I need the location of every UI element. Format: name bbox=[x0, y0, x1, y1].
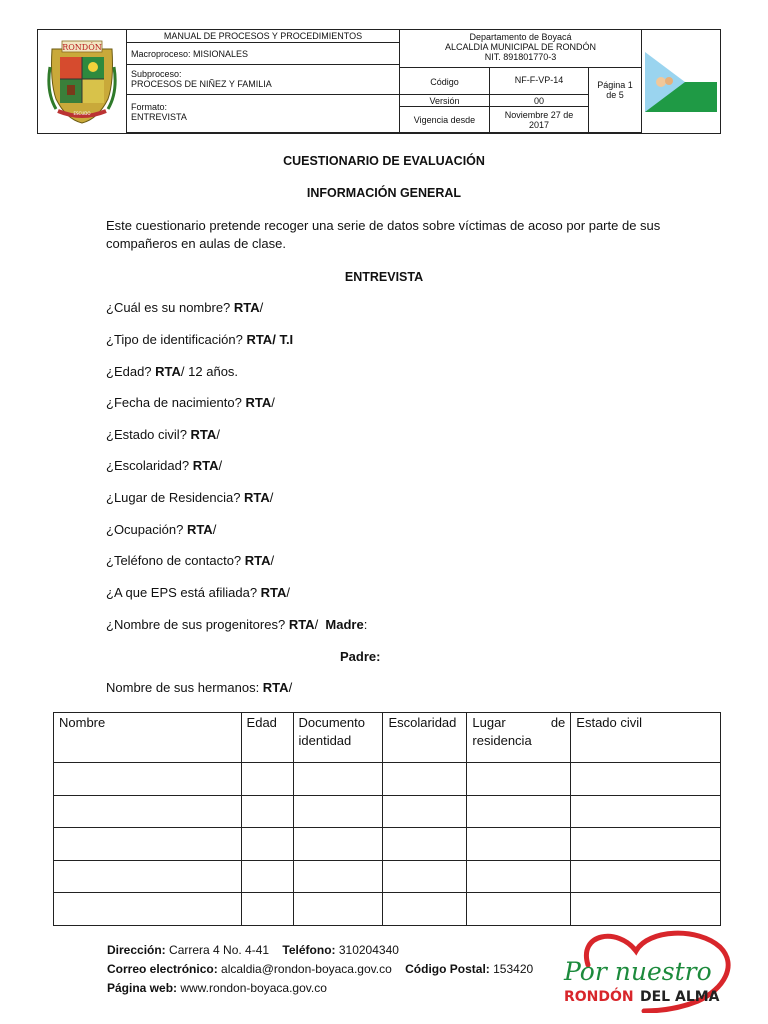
question-text: ¿A que EPS está afiliada? bbox=[106, 585, 261, 600]
table-cell[interactable] bbox=[54, 828, 242, 861]
postal-value: 153420 bbox=[489, 962, 534, 976]
manual-title: MANUAL DE PROCESOS Y PROCEDIMIENTOS bbox=[127, 30, 400, 43]
subproceso-label: Subproceso: bbox=[131, 69, 182, 79]
table-row bbox=[54, 763, 721, 796]
table-row bbox=[54, 828, 721, 861]
question-nacimiento: ¿Fecha de nacimiento? RTA/ bbox=[106, 395, 275, 410]
nit: NIT. 891801770-3 bbox=[484, 52, 557, 62]
question-estado-civil: ¿Estado civil? RTA/ bbox=[106, 427, 220, 442]
municipal-flag bbox=[642, 30, 720, 133]
logo-rondon: RONDÓN bbox=[564, 989, 634, 1005]
codigo-value: NF-F-VP-14 bbox=[490, 68, 589, 95]
col-escolaridad: Escolaridad bbox=[383, 713, 467, 763]
flag-icon bbox=[645, 52, 717, 112]
rta-label: RTA bbox=[246, 332, 273, 347]
footer-line-1 bbox=[107, 941, 533, 960]
table-cell[interactable] bbox=[467, 795, 571, 828]
footer-contact bbox=[107, 941, 533, 998]
table-cell[interactable] bbox=[293, 860, 383, 893]
question-residencia: ¿Lugar de Residencia? RTA/ bbox=[106, 490, 274, 505]
question-nombre: ¿Cuál es su nombre? RTA/ bbox=[106, 300, 264, 315]
table-cell[interactable] bbox=[293, 795, 383, 828]
vigencia-value: Noviembre 27 de 2017 bbox=[490, 107, 589, 133]
correo-value[interactable]: alcaldia@rondon-boyaca.gov.co bbox=[217, 962, 392, 976]
siblings-table bbox=[53, 712, 721, 926]
table-cell[interactable] bbox=[571, 860, 721, 893]
intro-paragraph: Este cuestionario pretende recoger una serie de datos sobre víctimas de acoso por parte de sus compañeros en aulas de clase. bbox=[106, 218, 661, 251]
table-cell[interactable] bbox=[241, 795, 293, 828]
logo-alma: DEL ALMA bbox=[640, 989, 720, 1005]
formato-label: Formato: bbox=[131, 102, 168, 112]
table-cell[interactable] bbox=[241, 828, 293, 861]
direccion-value: Carrera 4 No. 4-41 bbox=[165, 943, 270, 957]
table-cell[interactable] bbox=[54, 893, 242, 926]
table-cell[interactable] bbox=[571, 893, 721, 926]
table-cell[interactable] bbox=[293, 893, 383, 926]
crest-ribbon-text: RONDÓN bbox=[62, 42, 102, 52]
vigencia-label: Vigencia desde bbox=[400, 107, 490, 133]
table-header-row bbox=[54, 713, 721, 763]
table-cell[interactable] bbox=[571, 828, 721, 861]
col-documento: Documento identidad bbox=[293, 713, 383, 763]
telefono-value: 310204340 bbox=[335, 943, 399, 957]
rta-label: RTA bbox=[244, 490, 270, 505]
direccion-label: Dirección: bbox=[107, 943, 166, 957]
codigo-label: Código bbox=[400, 68, 490, 95]
col-nombre: Nombre bbox=[54, 713, 242, 763]
rta-label: RTA bbox=[192, 458, 219, 473]
question-identificacion: ¿Tipo de identificación? RTA/ T.I bbox=[106, 332, 294, 347]
answer-text: 12 años. bbox=[184, 364, 239, 379]
doc-subtitle: INFORMACIÓN GENERAL bbox=[306, 186, 462, 200]
rta-label: RTA bbox=[260, 585, 287, 600]
table-cell[interactable] bbox=[293, 828, 383, 861]
table-cell[interactable] bbox=[54, 795, 242, 828]
rta-label: RTA bbox=[233, 300, 260, 315]
table-cell[interactable] bbox=[571, 763, 721, 796]
question-eps: ¿A que EPS está afiliada? RTA/ bbox=[106, 585, 291, 600]
telefono-label: Teléfono: bbox=[282, 943, 336, 957]
rta-label: RTA bbox=[245, 395, 272, 410]
question-text: ¿Estado civil? bbox=[106, 427, 191, 442]
subproceso-value: PROCESOS DE NIÑEZ Y FAMILIA bbox=[131, 79, 272, 89]
question-text: ¿Lugar de Residencia? bbox=[106, 490, 245, 505]
table-cell[interactable] bbox=[383, 795, 467, 828]
footer-line-2 bbox=[107, 960, 533, 979]
crest-band-text: ESCUDO bbox=[73, 110, 91, 116]
question-escolaridad: ¿Escolaridad? RTA/ bbox=[106, 458, 223, 473]
departamento: Departamento de Boyacá bbox=[469, 32, 572, 42]
question-text: ¿Ocupación? bbox=[106, 522, 187, 537]
rta-label: RTA bbox=[186, 522, 213, 537]
macroproceso: Macroproceso: MISIONALES bbox=[127, 43, 400, 65]
table-cell[interactable] bbox=[467, 860, 571, 893]
question-text: ¿Cuál es su nombre? bbox=[106, 300, 234, 315]
rta-label: RTA bbox=[244, 553, 271, 568]
table-row bbox=[54, 893, 721, 926]
col-edad: Edad bbox=[241, 713, 293, 763]
question-text: ¿Nombre de sus progenitores? bbox=[106, 617, 289, 632]
rta-label: RTA bbox=[288, 617, 315, 632]
table-row bbox=[54, 860, 721, 893]
version-label: Versión bbox=[400, 95, 490, 107]
question-hermanos: Nombre de sus hermanos: RTA/ bbox=[106, 680, 293, 695]
formato bbox=[127, 95, 400, 133]
question-text: Nombre de sus hermanos: bbox=[106, 680, 263, 695]
crest-icon bbox=[46, 37, 118, 127]
web-label: Página web: bbox=[107, 981, 178, 995]
question-telefono: ¿Teléfono de contacto? RTA/ bbox=[106, 553, 275, 568]
version-value: 00 bbox=[490, 95, 589, 107]
table-cell[interactable] bbox=[383, 828, 467, 861]
question-ocupacion: ¿Ocupación? RTA/ bbox=[106, 522, 217, 537]
municipal-crest bbox=[38, 30, 127, 133]
por-nuestro-rondon-logo bbox=[548, 925, 734, 1013]
alcaldia-block bbox=[400, 30, 642, 68]
section-title: ENTREVISTA bbox=[344, 270, 424, 284]
rta-label: RTA bbox=[190, 427, 217, 442]
table-cell[interactable] bbox=[54, 763, 242, 796]
rta-label: RTA bbox=[262, 680, 289, 695]
table-cell[interactable] bbox=[383, 763, 467, 796]
padre-text: Padre: bbox=[340, 649, 381, 664]
table-cell[interactable] bbox=[467, 763, 571, 796]
pagina: Página 1 de 5 bbox=[589, 68, 642, 133]
madre-label: Madre bbox=[325, 617, 364, 632]
col-residencia: Lugar de residencia bbox=[467, 713, 571, 763]
table-cell[interactable] bbox=[241, 763, 293, 796]
question-text: ¿Tipo de identificación? bbox=[106, 332, 247, 347]
document-header bbox=[37, 29, 721, 134]
question-progenitores: ¿Nombre de sus progenitores? RTA/ Madre: bbox=[106, 617, 368, 632]
doc-title: CUESTIONARIO DE EVALUACIÓN bbox=[283, 154, 485, 168]
question-edad: ¿Edad? RTA/ 12 años. bbox=[106, 364, 239, 379]
postal-label: Código Postal: bbox=[405, 962, 490, 976]
answer-text: T.I bbox=[275, 332, 294, 347]
table-cell[interactable] bbox=[571, 795, 721, 828]
formato-value: ENTREVISTA bbox=[131, 112, 187, 122]
table-row bbox=[54, 795, 721, 828]
col-estado-civil: Estado civil bbox=[571, 713, 721, 763]
question-text: ¿Edad? bbox=[106, 364, 156, 379]
alcaldia-name: ALCALDIA MUNICIPAL DE RONDÓN bbox=[444, 42, 597, 52]
table-cell[interactable] bbox=[467, 828, 571, 861]
subproceso bbox=[127, 65, 400, 95]
question-text: ¿Teléfono de contacto? bbox=[106, 553, 245, 568]
table-cell[interactable] bbox=[54, 860, 242, 893]
table-cell[interactable] bbox=[383, 860, 467, 893]
rta-label: RTA bbox=[155, 364, 181, 379]
footer-line-3 bbox=[107, 979, 533, 998]
question-text: ¿Fecha de nacimiento? bbox=[106, 395, 246, 410]
table-cell[interactable] bbox=[241, 860, 293, 893]
logo-script: Por nuestro bbox=[564, 957, 712, 986]
table-cell[interactable] bbox=[293, 763, 383, 796]
question-text: ¿Escolaridad? bbox=[106, 458, 193, 473]
table-cell[interactable] bbox=[467, 893, 571, 926]
table-cell[interactable] bbox=[383, 893, 467, 926]
padre-label bbox=[340, 649, 380, 664]
table-cell[interactable] bbox=[241, 893, 293, 926]
web-value[interactable]: www.rondon-boyaca.gov.co bbox=[177, 981, 327, 995]
correo-label: Correo electrónico: bbox=[107, 962, 218, 976]
